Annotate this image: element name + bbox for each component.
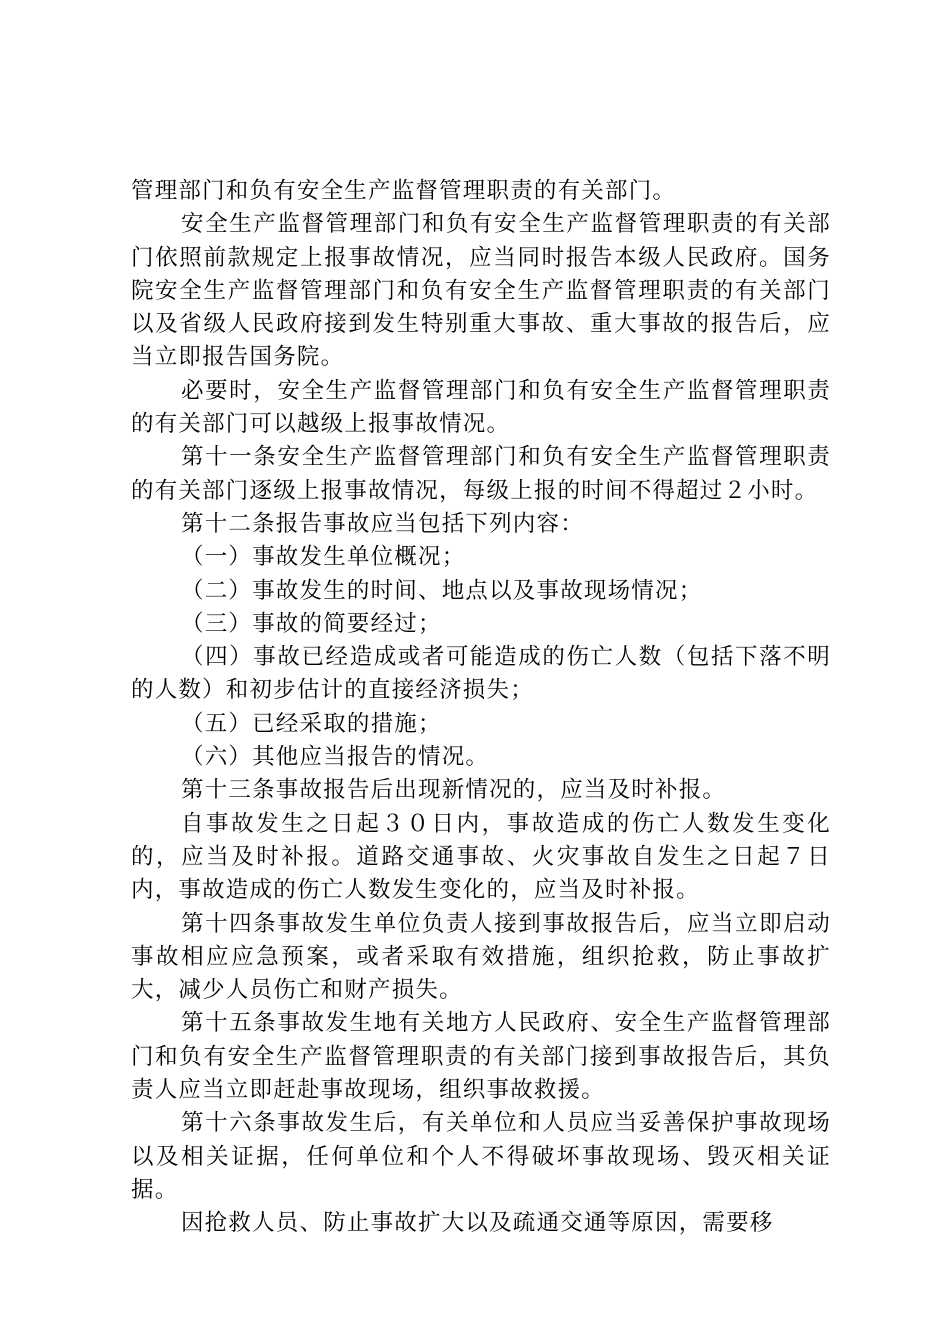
article-11: 第十一条安全生产监督管理部门和负有安全生产监督管理职责的有关部门逐级上报事故情况，每级上报的时间不得超过２小时。 <box>131 444 831 504</box>
article-12: 第十二条报告事故应当包括下列内容： <box>181 510 584 537</box>
list-item-2: （二）事故发生的时间、地点以及事故现场情况； <box>181 577 703 604</box>
list-item-3: （三）事故的简要经过； <box>181 610 442 637</box>
list-item-1: （一）事故发生单位概况； <box>181 544 466 571</box>
list-item-4: （四）事故已经造成或者可能造成的伤亡人数（包括下落不明的人数）和初步估计的直接经济损失； <box>131 644 831 704</box>
paragraph-casualty-update: 自事故发生之日起３０日内，事故造成的伤亡人数发生变化的，应当及时补报。道路交通事故、火灾事故自发生之日起７日内，事故造成的伤亡人数发生变化的，应当及时补报。 <box>131 810 831 904</box>
article-13: 第十三条事故报告后出现新情况的，应当及时补报。 <box>181 777 727 804</box>
article-16: 第十六条事故发生后，有关单位和人员应当妥善保护事故现场以及相关证据，任何单位和个人不得破坏事故现场、毁灭相关证据。 <box>131 1110 831 1203</box>
article-15: 第十五条事故发生地有关地方人民政府、安全生产监督管理部门和负有安全生产监督管理职责的有关部门接到事故报告后，其负责人应当立即赶赴事故现场，组织事故救援。 <box>131 1010 831 1104</box>
paragraph-report-government: 安全生产监督管理部门和负有安全生产监督管理职责的有关部门依照前款规定上报事故情况，应当同时报告本级人民政府。国务院安全生产监督管理部门和负有安全生产监督管理职责的有关部门以及省级人民政府接到发生特别重大事故、重大事故的报告后，应当立即报告国务院。 <box>131 211 831 371</box>
paragraph-continuation: 管理部门和负有安全生产监督管理职责的有关部门。 <box>131 178 677 204</box>
document-body <box>131 175 831 1241</box>
paragraph-skip-level: 必要时，安全生产监督管理部门和负有安全生产监督管理职责的有关部门可以越级上报事故情况。 <box>131 377 831 438</box>
paragraph-relocation: 因抢救人员、防止事故扩大以及疏通交通等原因，需要移 <box>181 1210 774 1237</box>
list-item-6: （六）其他应当报告的情况。 <box>181 744 490 771</box>
list-item-5: （五）已经采取的措施； <box>181 710 442 737</box>
article-14: 第十四条事故发生单位负责人接到事故报告后，应当立即启动事故相应应急预案，或者采取有效措施，组织抢救，防止事故扩大，减少人员伤亡和财产损失。 <box>131 910 831 1004</box>
